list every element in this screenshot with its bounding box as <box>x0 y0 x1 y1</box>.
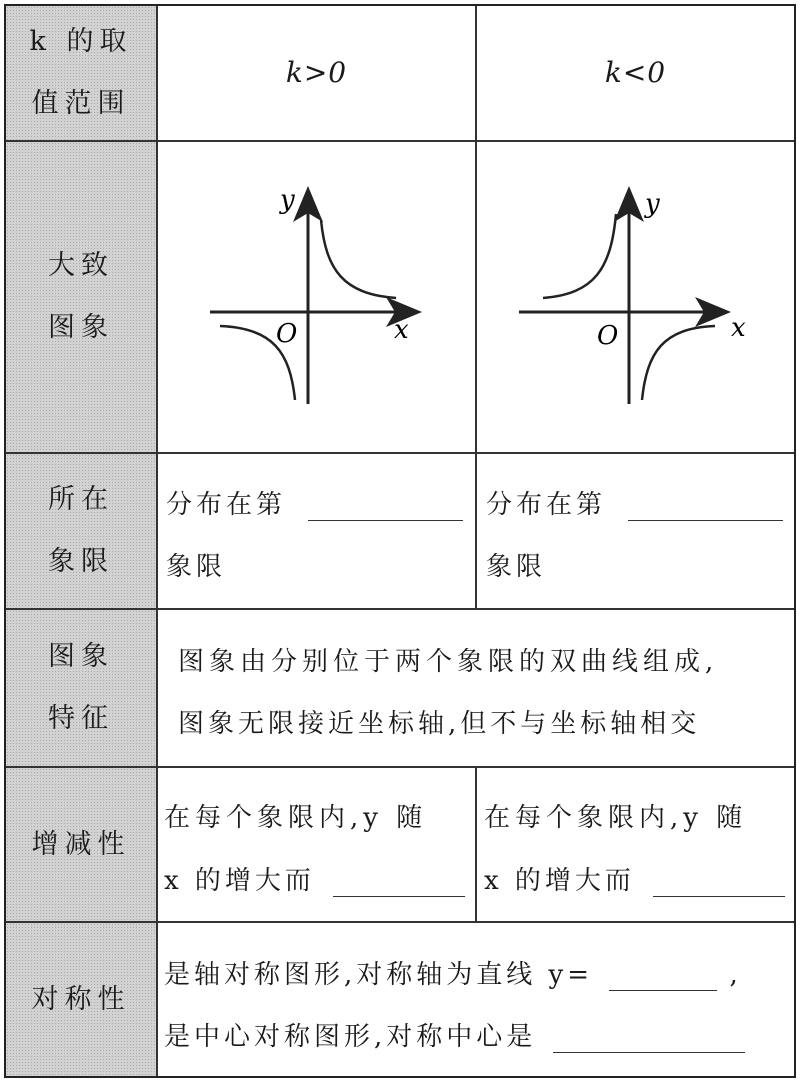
case-column-divider <box>475 766 477 921</box>
row-divider <box>6 608 794 610</box>
symmetry-axis-blank[interactable] <box>609 960 717 991</box>
quadrant-pos-text: 分布在第 <box>166 490 287 520</box>
quadrant-pos-blank[interactable] <box>308 490 463 521</box>
graph-k-negative <box>477 142 794 452</box>
features-line2: 图象无限接近坐标轴,但不与坐标轴相交 <box>178 709 701 739</box>
header-k-range <box>6 6 156 140</box>
monotonic-pos-line1: 在每个象限内,y 随 <box>164 803 428 833</box>
symmetry-comma: , <box>729 960 742 990</box>
header-graph <box>6 142 156 452</box>
symmetry-line2 <box>164 1016 745 1053</box>
row-divider <box>6 921 794 923</box>
header-graph-line2: 图象 <box>48 312 114 343</box>
x-axis-label: x <box>394 315 409 345</box>
hyperbola-branch-q2 <box>543 214 616 298</box>
monotonic-pos-blank[interactable] <box>333 866 465 897</box>
hyperbola-branch-q4 <box>642 326 715 400</box>
header-monotonic-line1: 增减性 <box>31 828 131 860</box>
header-features-line1: 图象 <box>48 641 114 672</box>
quadrant-neg-line2: 象限 <box>486 552 547 582</box>
origin-label: O <box>276 319 298 349</box>
origin-label: O <box>597 321 619 351</box>
quadrant-pos-line2: 象限 <box>166 552 227 582</box>
symmetry-axis-text: 是轴对称图形,对称轴为直线 y= <box>164 960 594 990</box>
k-positive-label: k>0 <box>285 56 348 89</box>
header-symmetry-line1: 对称性 <box>31 983 131 1015</box>
header-graph-line1: 大致 <box>48 250 114 281</box>
symmetry-line1 <box>164 954 742 991</box>
header-features-line2: 特征 <box>48 703 114 734</box>
monotonic-neg-text: x 的增大而 <box>484 866 635 896</box>
symmetry-center-blank[interactable] <box>553 1022 745 1053</box>
header-symmetry <box>6 923 156 1076</box>
symmetry-center-text: 是中心对称图形,对称中心是 <box>164 1022 537 1052</box>
header-quadrant-line1: 所在 <box>48 484 114 515</box>
quadrant-neg-blank[interactable] <box>628 490 783 521</box>
graph-k-positive <box>158 142 475 452</box>
header-quadrant-line2: 象限 <box>48 546 114 577</box>
monotonic-neg-line2 <box>484 860 785 897</box>
row-divider <box>6 766 794 768</box>
header-quadrant <box>6 454 156 608</box>
quadrant-pos-line1 <box>166 484 463 521</box>
quadrant-neg-line1 <box>486 484 783 521</box>
header-features <box>6 610 156 766</box>
monotonic-neg-blank[interactable] <box>653 866 785 897</box>
monotonic-pos-line2 <box>164 860 465 897</box>
header-k-range-line1: k 的取 <box>29 26 133 57</box>
monotonic-pos-text: x 的增大而 <box>164 866 315 896</box>
y-axis-label: y <box>645 189 660 219</box>
features-line1: 图象由分别位于两个象限的双曲线组成, <box>178 647 719 677</box>
header-monotonic <box>6 768 156 921</box>
k-negative-label: k<0 <box>604 56 667 89</box>
quadrant-neg-text: 分布在第 <box>486 490 607 520</box>
monotonic-neg-line1: 在每个象限内,y 随 <box>484 803 748 833</box>
x-axis-label: x <box>731 313 746 343</box>
hyperbola-branch-q1 <box>321 220 396 298</box>
row-divider <box>6 452 794 454</box>
y-axis-label: y <box>280 185 295 215</box>
header-k-range-line2: 值范围 <box>31 88 131 119</box>
